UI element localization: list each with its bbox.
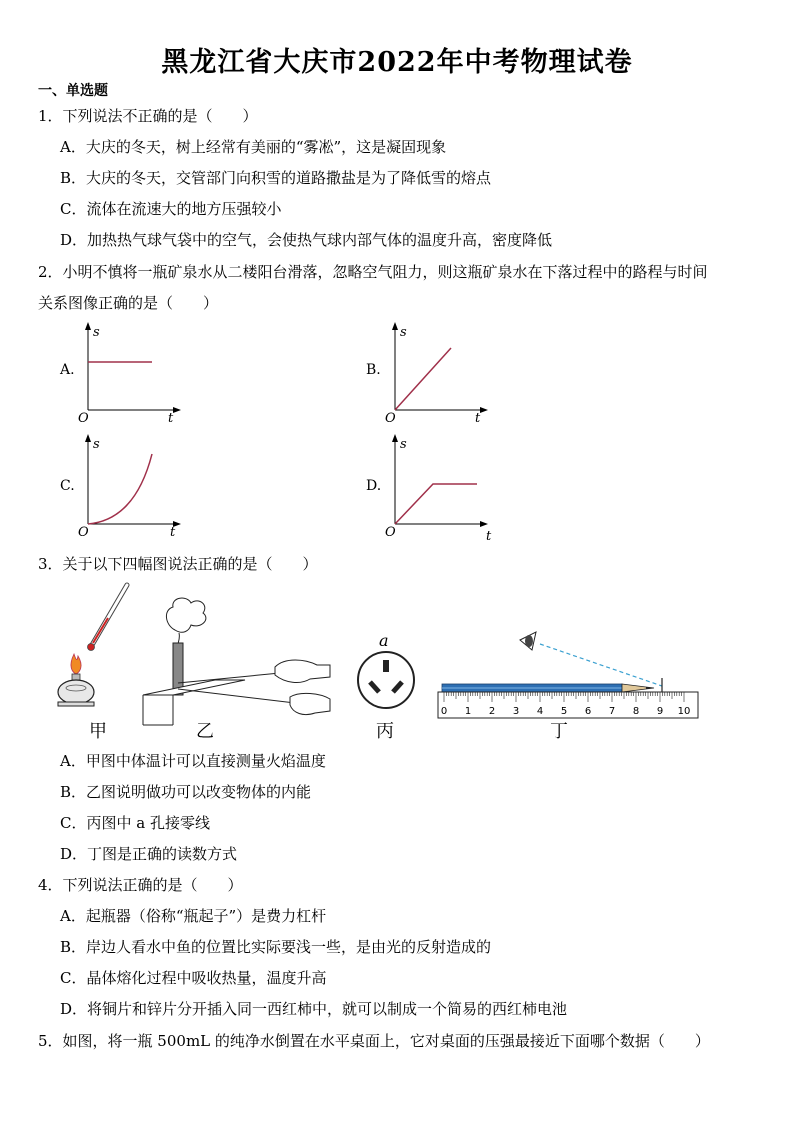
alcohol-lamp-icon <box>58 654 94 706</box>
figure-ding-label: 丁 <box>550 721 568 742</box>
question-4-option-d: D．将铜片和锌片分开插入同一西红柿中，就可以制成一个简易的西红柿电池 <box>60 1000 568 1018</box>
figure-yi <box>135 595 335 730</box>
ruler-tick-label: 8 <box>632 706 640 717</box>
graph-b-curve <box>395 348 451 410</box>
thermometer-icon <box>88 585 128 651</box>
graph-a-x-label: t <box>168 411 174 426</box>
question-2-stem-line1: 2．小明不慎将一瓶矿泉水从二楼阳台滑落，忽略空气阻力，则这瓶矿泉水在下落过程中的路程与时间 <box>38 263 708 281</box>
socket-icon <box>358 652 414 708</box>
question-5-stem: 5．如图，将一瓶 500mL 的纯净水倒置在水平桌面上，它对桌面的压强最接近下面哪个数据（ ） <box>38 1032 710 1050</box>
question-1-stem: 1．下列说法不正确的是（ ） <box>38 107 258 125</box>
graph-d <box>387 432 497 542</box>
line-of-sight <box>540 644 662 686</box>
figure-ding <box>436 628 702 720</box>
graph-b <box>387 320 497 425</box>
graph-d-label: D. <box>366 478 382 494</box>
graph-b-x-label: t <box>475 411 481 426</box>
ruler-tick-label: 4 <box>536 706 544 717</box>
hand-icon <box>275 660 330 715</box>
ruler-tick-label: 6 <box>584 706 592 717</box>
question-4-option-b: B．岸边人看水中鱼的位置比实际要浅一些，是由光的反射造成的 <box>60 938 492 956</box>
figure-bing <box>355 630 420 710</box>
figure-yi-label: 乙 <box>196 721 214 742</box>
graph-c-x-label: t <box>170 525 176 540</box>
graph-a-y-label: s <box>93 325 100 340</box>
question-3-option-a: A．甲图中体温计可以直接测量火焰温度 <box>60 752 326 770</box>
question-1-option-b: B．大庆的冬天，交管部门向积雪的道路撒盐是为了降低雪的熔点 <box>60 169 492 187</box>
ruler-tick-label: 1 <box>464 706 472 717</box>
ruler <box>438 692 698 718</box>
figure-jia-label: 甲 <box>89 721 107 742</box>
ruler-tick-label: 0 <box>440 706 448 717</box>
question-3-option-b: B．乙图说明做功可以改变物体的内能 <box>60 783 312 801</box>
question-2-stem-line2: 关系图像正确的是（ ） <box>38 294 219 312</box>
graph-c <box>80 432 190 542</box>
figure-jia <box>50 580 140 720</box>
section-heading: 一、单选题 <box>38 83 108 99</box>
ruler-tick-label: 5 <box>560 706 568 717</box>
graph-d-origin: O <box>385 525 396 540</box>
question-4-stem: 4．下列说法正确的是（ ） <box>38 876 243 894</box>
question-3-stem: 3．关于以下四幅图说法正确的是（ ） <box>38 555 318 573</box>
graph-c-y-label: s <box>93 437 100 452</box>
question-1-option-d: D．加热热气球气袋中的空气，会使热气球内部气体的温度升高，密度降低 <box>60 231 553 249</box>
ruler-tick-label: 10 <box>677 706 691 717</box>
question-1-option-a: A．大庆的冬天，树上经常有美丽的“雾凇”，这是凝固现象 <box>60 138 447 156</box>
graph-b-label: B. <box>366 362 381 378</box>
ruler-tick-label: 7 <box>608 706 616 717</box>
ruler-tick-label: 9 <box>656 706 664 717</box>
pencil-icon <box>442 684 654 692</box>
graph-b-y-label: s <box>400 325 407 340</box>
ruler-tick-label: 3 <box>512 706 520 717</box>
graph-a-label: A. <box>60 362 75 378</box>
graph-b-origin: O <box>385 411 396 426</box>
graph-d-curve <box>395 484 477 524</box>
smoke-icon <box>166 598 205 651</box>
question-3-option-d: D．丁图是正确的读数方式 <box>60 845 238 863</box>
question-3-option-c: C．丙图中 a 孔接零线 <box>60 814 210 832</box>
figure-bing-label: 丙 <box>376 721 394 742</box>
graph-d-y-label: s <box>400 437 407 452</box>
graph-c-origin: O <box>78 525 89 540</box>
socket-hole-label: a <box>379 631 389 650</box>
eye-icon <box>520 632 536 650</box>
graph-c-label: C. <box>60 478 75 494</box>
page-title: 黑龙江省大庆市2022年中考物理试卷 <box>161 47 633 78</box>
graph-a <box>80 320 190 425</box>
graph-a-origin: O <box>78 411 89 426</box>
graph-d-x-label: t <box>486 529 492 544</box>
graph-c-curve <box>88 454 152 524</box>
question-4-option-c: C．晶体熔化过程中吸收热量，温度升高 <box>60 969 327 987</box>
question-1-option-c: C．流体在流速大的地方压强较小 <box>60 200 282 218</box>
ruler-tick-label: 2 <box>488 706 496 717</box>
question-4-option-a: A．起瓶器（俗称“瓶起子”）是费力杠杆 <box>60 907 327 925</box>
